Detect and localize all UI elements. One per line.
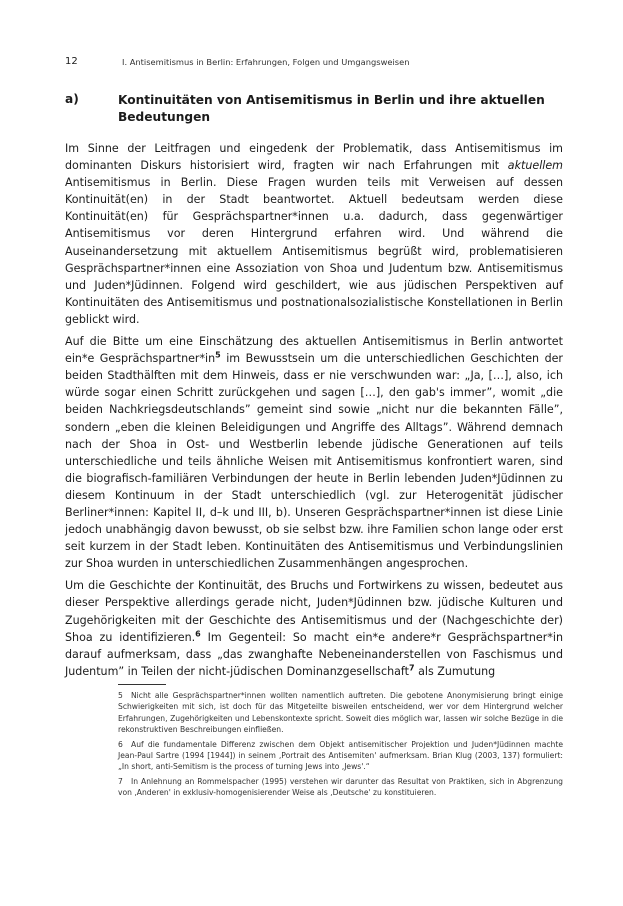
footnote-number: 5 bbox=[118, 691, 123, 700]
footnote-number: 7 bbox=[118, 776, 123, 786]
footnote-6 bbox=[118, 739, 563, 773]
footnotes bbox=[118, 690, 563, 802]
paragraph-2 bbox=[65, 333, 563, 572]
text-run: Um die Geschichte der Kontinuität, des Bruchs und Fortwirkens zu wissen, bedeutet aus dieser Perspektive allerdings gerade nicht, Juden*Jüdinnen bzw. jüdische Kulturen und Zugehörigkeiten mit der Geschichte des Antisemitismus und der (Nachgeschichte der) Shoa zu identifizieren. bbox=[65, 579, 563, 644]
section-title: Kontinuitäten von Antisemitismus in Berlin und ihre aktuellen Bedeutungen bbox=[118, 93, 545, 124]
footnote-ref-5[interactable]: 5 bbox=[215, 350, 221, 360]
text-run: Auf die Bitte um eine Einschätzung des aktuellen Antisemitismus in Berlin antwortet ein*e Gesprächspartner*in bbox=[65, 335, 563, 366]
paragraph-1 bbox=[65, 140, 563, 328]
footnote-text: Auf die fundamentale Differenz zwischen dem Objekt antisemitischer Projektion und Juden*Jüdinnen machte Jean-Paul Sartre (1994 [1944]) in seinem ‚Portrait des Antisemiten' aufmerksam. Brian Klug (2003, 137) formuliert: „In short, anti-Semitism is the process of turning Jews into ‚Jews'.“ bbox=[118, 739, 563, 772]
footnote-5 bbox=[118, 690, 563, 736]
footnote-7 bbox=[118, 776, 563, 799]
page-header bbox=[0, 56, 623, 72]
text-run: Im Sinne der Leitfragen und eingedenk der Problematik, dass Antisemitismus im dominanten Diskurs historisiert wird, fragten wir nach Erfahrungen mit bbox=[65, 142, 563, 173]
section-label: a) bbox=[65, 92, 79, 106]
running-head: I. Antisemitismus in Berlin: Erfahrungen, Folgen und Umgangsweisen bbox=[122, 57, 410, 67]
body-text bbox=[65, 140, 563, 685]
paragraph-3 bbox=[65, 577, 563, 680]
footnote-ref-7[interactable]: 7 bbox=[408, 663, 415, 673]
text-run: als Zumutung bbox=[414, 664, 496, 678]
text-run: im Bewusstsein um die unterschiedlichen Geschichten der beiden Stadthälften mit dem Hinweis, dass er nie verschwunden war: „Ja, […], also, ich würde sogar einen Schritt zurückgehen und sagen […], den gab's immer”, womit „die beiden Nachkriegsdeutschlands” gemeint sind sowie „nicht nur die bekannten Fälle”, sondern „eben die kleinen Beleidigungen und Angriffe des Alltags”. Während demnach nach der Shoa in Ost- und Westberlin lebende jüdische Generationen auf teils unterschiedliche und teils ähnliche Weisen mit Antisemitismus konfrontiert waren, sind die biografisch-familiären Verbindungen der heute in Berlin lebenden Juden*Jüdinnen zu diesem Kontinuum in der Stadt unterschiedlich (vgl. zur Heterogenität jüdischer Berliner*innen: Kapitel II, d–k und III, b). Unseren Gesprächspartner*innen ist diese Linie jedoch unabhängig davon bewusst, ob sie selbst bzw. ihre Familien schon lange oder erst seit kurzem in der Stadt leben. Kontinuitäten des Antisemitismus und Verbindungslinien zur Shoa wurden in unterschiedlichen Zusammenhängen angesprochen. bbox=[65, 352, 563, 571]
emphasis: aktuellem bbox=[507, 159, 563, 173]
footnote-ref-6[interactable]: 6 bbox=[195, 628, 201, 638]
footnote-divider bbox=[118, 684, 166, 685]
text-run: Antisemitismus in Berlin. Diese Fragen wurden teils mit Verweisen auf dessen Kontinuität(en) in der Stadt beantwortet. Aktuell bedeutsam werden diese Kontinuität(en) für Gesprächspartner*innen u.a. dadurch, dass gegenwärtiger Antisemitismus vor deren Hintergrund erfahren wird. Und während die Auseinandersetzung mit aktuellem Antisemitismus begrüßt wird, problematisieren Gesprächspartner*innen eine Assoziation von Shoa und Judentum bzw. Antisemitismus und Juden*Jüdinnen. Folgend wird geschildert, wie aus jüdischen Perspektiven auf Kontinuitäten des Antisemitismus und postnationalsozialistische Konstellationen in Berlin geblickt wird. bbox=[65, 176, 563, 326]
footnote-number: 6 bbox=[118, 739, 123, 749]
footnote-text: In Anlehnung an Rommelspacher (1995) verstehen wir darunter das Resultat von Praktiken, sich in Abgrenzung von ‚Anderen' in exklusiv-homogenisierender Weise als ‚Deutsche' zu konstituieren. bbox=[118, 776, 563, 798]
text-run: Im Gegenteil: So macht ein*e andere*r Gesprächspartner*in darauf aufmerksam, dass „das zwanghafte Nebeneinanderstellen von Faschismus und Judentum” in Teilen der nicht-jüdischen Dominanzgesellschaft bbox=[65, 630, 563, 678]
page-number: 12 bbox=[65, 56, 78, 67]
footnote-text: Nicht alle Gesprächspartner*innen wollten namentlich auftreten. Die gebotene Anonymisierung bringt einige Schwierigkeiten mit sich, ist doch für das Mitgeteilte bisweilen entscheidend, wer vor dem Hintergrund welcher Erfahrungen, Zugehörigkeiten und Lebenskontexte spricht. Soweit dies möglich war, lassen wir solche Bezüge in die rekonstruktiven Beschreibungen einfließen. bbox=[118, 691, 563, 735]
